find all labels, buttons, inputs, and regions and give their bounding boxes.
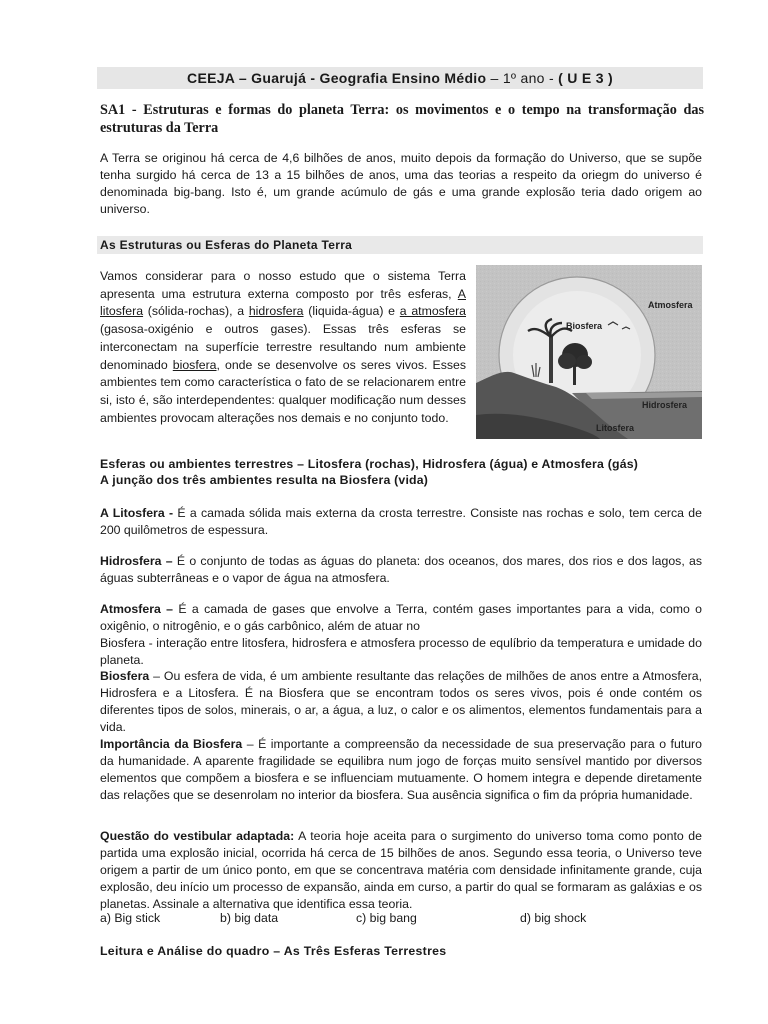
biosfera-term: Biosfera	[100, 669, 150, 683]
biosfera-text: – Ou esfera de vida, é um ambiente resultante das relações de milhões de anos entre a Atmosfera, Hidrosfera e a Litosfera. É na Biosfera que se encontram todos os seres vivos, pois é onde contém os diferentes tipos de solos, minerais, o ar, a água, a luz, o calor e os alimentos, elementos fundamentais para a vida.	[100, 669, 702, 734]
header-grade: – 1º ano -	[486, 70, 559, 86]
leitura-heading: Leitura e Análise do quadro – As Três Esferas Terrestres	[100, 944, 447, 958]
importancia-term: Importância da Biosfera	[100, 737, 243, 751]
label-hidrosfera: Hidrosfera	[642, 400, 688, 410]
option-d: d) big shock	[520, 911, 587, 925]
option-c: c) big bang	[356, 911, 417, 925]
sa1-title: SA1 - Estruturas e formas do planeta Terra: os movimentos e o tempo na transformação das estruturas da Terra	[100, 102, 704, 136]
importancia-text: – É importante a compreensão da necessidade de sua preservação para o futuro da humanidade. A aparente fragilidade se equilibra num jogo de forças muito sensível mantido por diversos elementos que compõem a biosfera e se influenciam mutuamente. O homem integra e depende diretamente das relações que se desenrolam no interior da biosfera. Sua ausência significa o fim da própria humanidade.	[100, 737, 702, 802]
hidrosfera-definition	[100, 553, 702, 587]
hidrosfera-text: É o conjunto de todas as águas do planeta: dos oceanos, dos mares, dos rios e dos lagos, as águas subterrâneas e o vapor de água na atmosfera.	[100, 554, 702, 585]
page-header	[97, 67, 703, 89]
section-heading-estruturas: As Estruturas ou Esferas do Planeta Terra	[97, 236, 703, 254]
hidrosfera-term: Hidrosfera –	[100, 554, 173, 568]
esferas-text-5: , onde se desenvolve os seres vivos. Esses ambientes tem como característica o fato de se relacionarem entre si, isto é, são interdependentes: qualquer modificação num desses ambientes provocam alterações nos demais e no conjunto todo.	[100, 357, 466, 425]
questao-term: Questão do vestibular adaptada:	[100, 829, 295, 843]
questao-paragraph	[100, 828, 702, 913]
atmosfera-term: Atmosfera –	[100, 602, 174, 616]
esferas-heading-line2: A junção dos três ambientes resulta na Biosfera (vida)	[100, 473, 429, 487]
questao-text: A teoria hoje aceita para o surgimento do universo toma como ponto de partida uma explosão inicial, ocorrida há cerca de 15 bilhões de anos. Segundo essa teoria, o Universo teve origem a partir de um único ponto, em que se concentrava matéria com densidade infinitamente grande, cuja explosão, deu início um processo de expansão, ainda em curso, a partir do qual se formaram as galáxias e os planetas. Assinale a alternativa que identifica essa teoria.	[100, 829, 702, 911]
term-hidrosfera: hidrosfera	[248, 304, 304, 319]
esferas-heading	[100, 456, 704, 488]
label-litosfera: Litosfera	[596, 423, 635, 433]
header-unit: ( U E 3 )	[558, 70, 613, 86]
answer-options	[100, 911, 704, 928]
esferas-paragraph	[100, 268, 466, 427]
importancia-paragraph	[100, 736, 702, 804]
intro-paragraph: A Terra se originou há cerca de 4,6 bilhões de anos, muito depois da formação do Universo, que se supõe tenha surgido há cerca de 13 a 15 bilhões de anos, uma das teorias a respeito da oriegm do universo é denominada big-bang. Isto é, um grande acúmulo de gás e uma grande explosão teria dado origem ao universo.	[100, 151, 702, 216]
esferas-text-2: (sólida-rochas), a	[143, 304, 249, 319]
atmosfera-text: É a camada de gases que envolve a Terra, contém gases importantes para a vida, como o oxigênio, o nitrogênio, e o gás carbônico, além de atuar no	[100, 602, 702, 633]
spheres-drawing	[476, 265, 702, 439]
esferas-text-3: (liquida-água) e	[303, 304, 400, 319]
term-biosfera: biosfera	[172, 357, 217, 372]
atmosfera-text-2: Biosfera - interação entre litosfera, hidrosfera e atmosfera processo de equlíbrio da temperatura e umidade do planeta.	[100, 636, 702, 667]
litosfera-definition	[100, 505, 702, 539]
esferas-heading-line1: Esferas ou ambientes terrestres – Litosfera (rochas), Hidrosfera (água) e Atmosfera (gás)	[100, 457, 639, 471]
term-atmosfera: a atmosfera	[399, 304, 467, 319]
litosfera-term: A Litosfera -	[100, 506, 174, 520]
label-biosfera: Biosfera	[566, 321, 603, 331]
esferas-text-1: Vamos considerar para o nosso estudo que o sistema Terra apresenta uma estrutura externa composto por três esferas,	[100, 269, 466, 301]
biosfera-definition	[100, 668, 702, 736]
spheres-illustration	[476, 265, 702, 439]
option-a: a) Big stick	[100, 911, 161, 925]
option-b: b) big data	[220, 911, 279, 925]
atmosfera-definition	[100, 601, 702, 669]
label-atmosfera: Atmosfera	[648, 300, 693, 310]
term-litosfera: A litosfera	[100, 286, 466, 319]
esferas-text-4: (gasosa-oxigénio e outros gases). Essas três esferas se interconectam na superfície terrestre resultando num ambiente denominado	[100, 322, 466, 372]
litosfera-text: É a camada sólida mais externa da crosta terrestre. Consiste nas rochas e solo, tem cerca de 200 quilômetros de espessura.	[100, 506, 702, 537]
header-title: CEEJA – Guarujá - Geografia Ensino Médio	[187, 70, 487, 86]
